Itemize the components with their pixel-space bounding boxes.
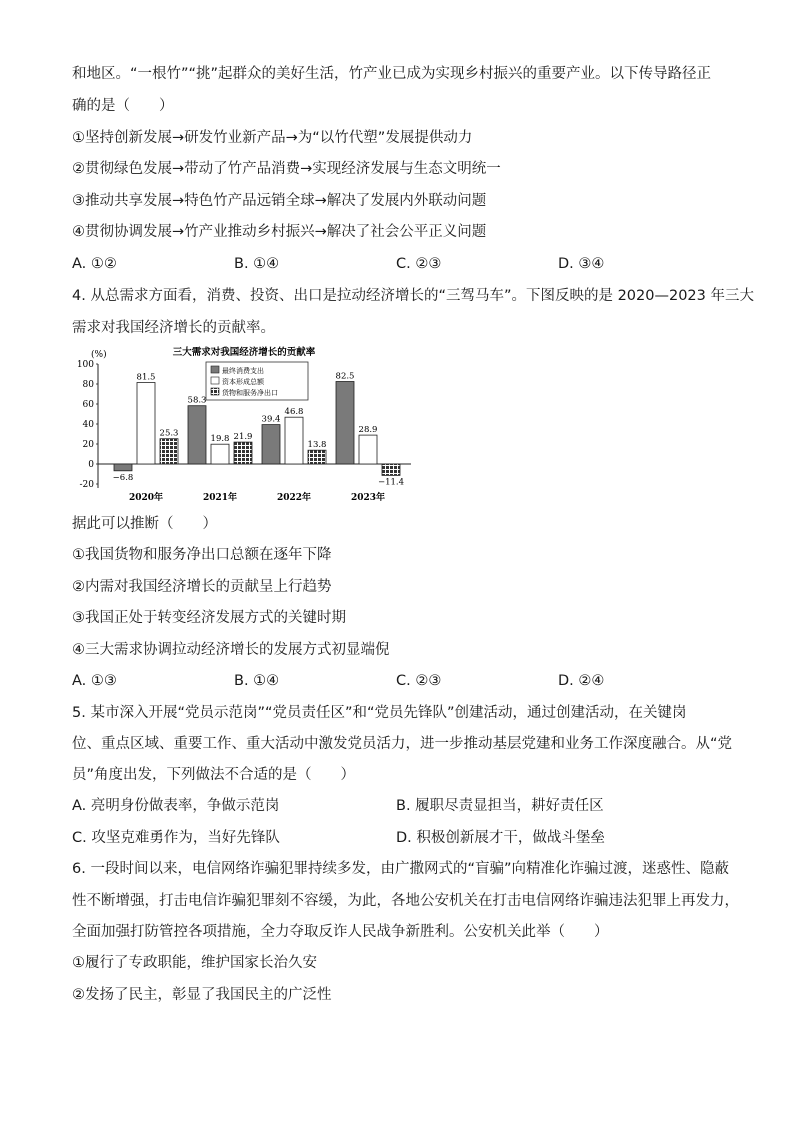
q3-item-1: ①坚持创新发展→研发竹业新产品→为“以竹代塑”发展提供动力 — [72, 130, 473, 146]
q3-item-4: ④贯彻协调发展→竹产业推动乡村振兴→解决了社会公平正义问题 — [72, 224, 487, 240]
bar-capital-2022 — [285, 417, 303, 464]
q4-after-chart: 据此可以推断（ ） — [72, 516, 217, 532]
chart-title: 三大需求对我国经济增长的贡献率 — [172, 347, 316, 358]
bar-net-export-2023 — [382, 464, 400, 475]
data-label-capital-2022: 46.8 — [284, 407, 304, 418]
data-label-capital-2023: 28.9 — [358, 425, 378, 436]
q5-stem-line2: 位、重点区域、重要工作、重大活动中激发党员活力，进一步推动基层党建和业务工作深度融合。从“党 — [72, 736, 733, 752]
q4-option-b[interactable]: B. ①④ — [234, 673, 280, 689]
x-category-label: 2021年 — [202, 493, 238, 503]
data-label-capital-2020: 81.5 — [136, 372, 156, 383]
chart-ylabel: (%) — [91, 350, 107, 360]
q3-stem-line1: 和地区。“一根竹”“挑”起群众的美好生活，竹产业已成为实现乡村振兴的重要产业。以下传导路径正 — [72, 66, 712, 82]
q3-option-a[interactable]: A. ①② — [72, 256, 117, 272]
bar-consumption-2020 — [114, 464, 132, 471]
q6-item-2: ②发扬了民主，彰显了我国民主的广泛性 — [72, 987, 332, 1003]
q4-stem-line1: 4. 从总需求方面看，消费、投资、出口是拉动经济增长的“三驾马车”。下图反映的是 2020—2023 年三大 — [72, 288, 754, 304]
data-label-consumption-2022: 39.4 — [261, 414, 281, 425]
bar-net-export-2022 — [308, 450, 326, 464]
data-label-consumption-2021: 58.3 — [187, 395, 207, 406]
y-tick-label: 0 — [88, 460, 94, 470]
q4-option-c[interactable]: C. ②③ — [396, 673, 442, 689]
q6-stem-line2: 性不断增强，打击电信诈骗犯罪刻不容缓，为此，各地公安机关在打击电信网络诈骗违法犯罪上再发力， — [72, 893, 739, 909]
bar-consumption-2021 — [188, 406, 206, 464]
legend-label-consumption: 最终消费支出 — [222, 367, 264, 375]
q4-item-3: ③我国正处于转变经济发展方式的关键时期 — [72, 610, 346, 626]
y-tick-label: 100 — [76, 360, 94, 370]
data-label-consumption-2020: −6.8 — [112, 472, 134, 483]
y-tick-label: 60 — [82, 400, 94, 410]
q4-stem-line2: 需求对我国经济增长的贡献率。 — [72, 320, 275, 336]
q4-item-4: ④三大需求协调拉动经济增长的发展方式初显端倪 — [72, 642, 390, 658]
q3-option-c[interactable]: C. ②③ — [396, 256, 442, 272]
y-tick-label: -20 — [79, 480, 94, 490]
x-category-label: 2020年 — [128, 493, 164, 503]
bar-capital-2023 — [359, 435, 377, 464]
q3-option-d[interactable]: D. ③④ — [558, 256, 605, 272]
q5-stem-line1: 5. 某市深入开展“党员示范岗”“党员责任区”和“党员先锋队”创建活动，通过创建活动，在关键岗 — [72, 705, 687, 721]
legend-label-net-export: 货物和服务净出口 — [222, 389, 278, 397]
data-label-net-export-2022: 13.8 — [307, 440, 327, 451]
bar-consumption-2022 — [262, 425, 280, 464]
legend-swatch-capital — [211, 377, 219, 384]
q5-option-c[interactable]: C. 攻坚克难勇作为，当好先锋队 — [72, 830, 280, 846]
data-label-capital-2021: 19.8 — [210, 434, 230, 445]
data-label-net-export-2023: −11.4 — [377, 477, 405, 488]
x-category-label: 2023年 — [350, 493, 386, 503]
data-label-net-export-2021: 21.9 — [233, 432, 253, 443]
q5-option-d[interactable]: D. 积极创新展才干，做战斗堡垒 — [396, 830, 605, 846]
q6-item-1: ①履行了专政职能，维护国家长治久安 — [72, 955, 317, 971]
bar-consumption-2023 — [336, 382, 354, 465]
q3-item-3: ③推动共享发展→特色竹产品远销全球→解决了发展内外联动问题 — [72, 193, 487, 209]
legend-label-capital: 资本形成总额 — [222, 378, 264, 386]
bar-capital-2021 — [211, 444, 229, 464]
bar-capital-2020 — [137, 383, 155, 465]
q6-stem-line1: 6. 一段时间以来，电信网络诈骗犯罪持续多发，由广撒网式的“盲骗”向精准化诈骗过渡，迷惑性、隐蔽 — [72, 861, 729, 877]
data-label-net-export-2020: 25.3 — [159, 428, 179, 439]
data-label-consumption-2023: 82.5 — [335, 371, 355, 382]
q4-option-d[interactable]: D. ②④ — [558, 673, 605, 689]
y-tick-label: 80 — [82, 380, 94, 390]
q6-stem-line3: 全面加强打防管控各项措施，全力夺取反诈人民战争新胜利。公安机关此举（ ） — [72, 924, 609, 940]
q3-stem-line2: 确的是（ ） — [72, 98, 174, 114]
q4-item-1: ①我国货物和服务净出口总额在逐年下降 — [72, 547, 332, 563]
legend-swatch-consumption — [211, 366, 219, 373]
y-tick-label: 40 — [82, 420, 94, 430]
q4-item-2: ②内需对我国经济增长的贡献呈上行趋势 — [72, 579, 332, 595]
q5-option-a[interactable]: A. 亮明身份做表率，争做示范岗 — [72, 798, 280, 814]
q3-item-2: ②贯彻绿色发展→带动了竹产品消费→实现经济发展与生态文明统一 — [72, 161, 501, 177]
q5-stem-line3: 员”角度出发，下列做法不合适的是（ ） — [72, 767, 356, 783]
legend-swatch-net-export — [211, 388, 219, 395]
q3-option-b[interactable]: B. ①④ — [234, 256, 280, 272]
q4-option-a[interactable]: A. ①③ — [72, 673, 117, 689]
q5-option-b[interactable]: B. 履职尽责显担当，耕好责任区 — [396, 798, 604, 814]
x-category-label: 2022年 — [276, 493, 312, 503]
contribution-chart — [66, 342, 416, 508]
bar-net-export-2020 — [160, 439, 178, 464]
y-tick-label: 20 — [82, 440, 94, 450]
bar-net-export-2021 — [234, 442, 252, 464]
